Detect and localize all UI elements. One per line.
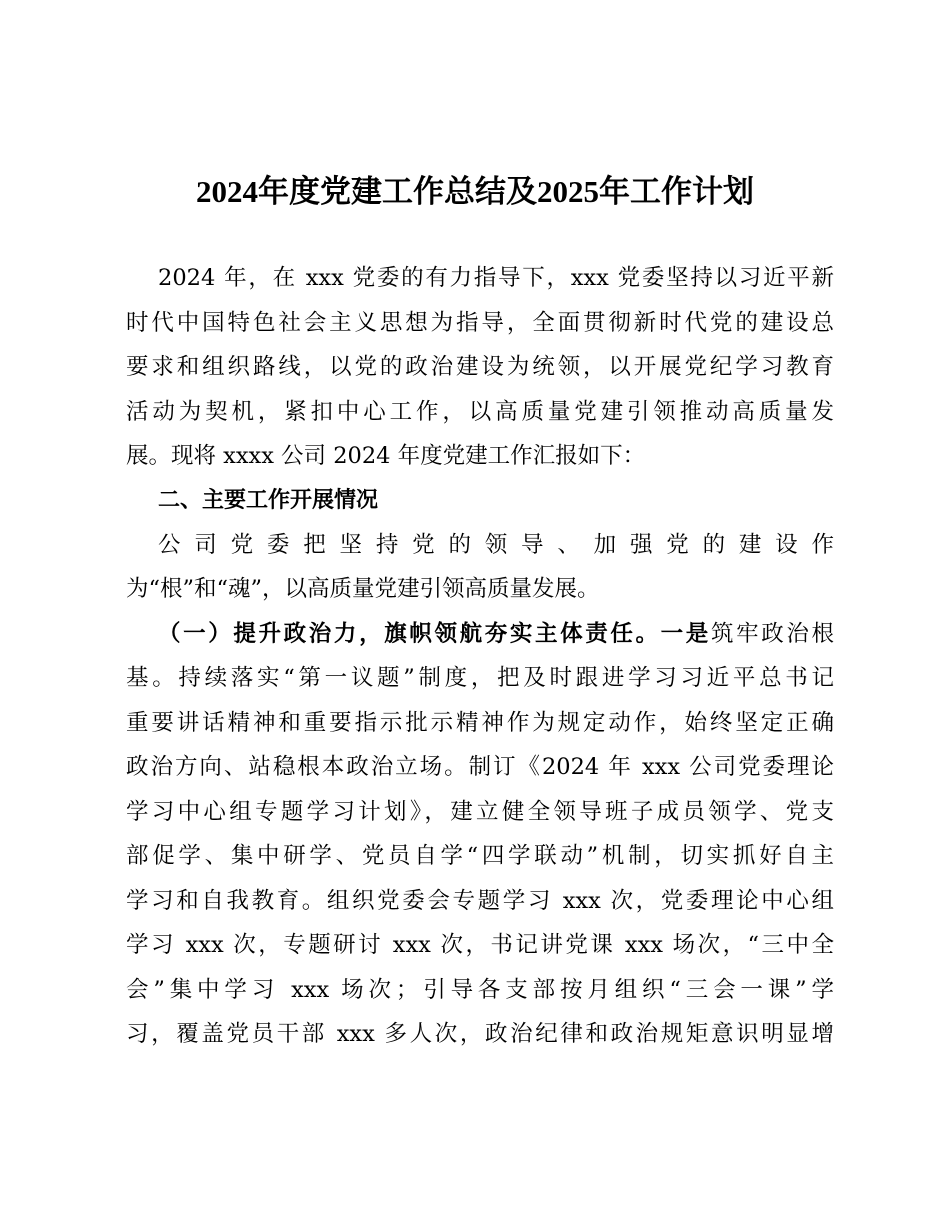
line-text: 习，覆盖党员干部 xxx 多人次，政治纪律和政治规矩意识明显增 bbox=[126, 1021, 834, 1047]
paragraph-line bbox=[158, 530, 834, 560]
line-text: 重要讲话精神和重要指示批示精神作为规定动作，始终坚定正确 bbox=[126, 710, 834, 736]
paragraph-line bbox=[126, 574, 834, 604]
paragraph-line bbox=[126, 975, 834, 1005]
line-text: 为“根”和“魂”，以高质量党建引领高质量发展。 bbox=[126, 576, 600, 602]
line-text: 活动为契机，紧扣中心工作，以高质量党建引领推动高质量发 bbox=[126, 399, 834, 425]
line-text: 部促学、集中研学、党员自学“四学联动”机制，切实抓好自主 bbox=[126, 843, 834, 869]
line-text: 二、主要工作开展情况 bbox=[158, 488, 379, 513]
line-text: 筑牢政治根 bbox=[710, 621, 834, 647]
line-text: 展。现将 xxxx 公司 2024 年度党建工作汇报如下： bbox=[126, 443, 646, 469]
paragraph-line bbox=[126, 797, 834, 827]
paragraph-line bbox=[158, 619, 834, 649]
line-text: 时代中国特色社会主义思想为指导，全面贯彻新时代党的建设总 bbox=[126, 310, 834, 336]
paragraph-line bbox=[126, 441, 834, 471]
paragraph-line bbox=[126, 708, 834, 738]
paragraph-line bbox=[126, 308, 834, 338]
paragraph-line bbox=[126, 663, 834, 693]
paragraph-line bbox=[126, 752, 834, 782]
paragraph-line bbox=[126, 841, 834, 871]
paragraph-line bbox=[126, 397, 834, 427]
paragraph-line bbox=[158, 263, 834, 293]
line-text: 学习 xxx 次，专题研讨 xxx 次，书记讲党课 xxx 场次，“三中全 bbox=[126, 932, 834, 958]
line-text: 会”集中学习 xxx 场次；引导各支部按月组织“三会一课”学 bbox=[126, 977, 834, 1003]
line-text: 学习中心组专题学习计划》，建立健全领导班子成员领学、党支 bbox=[126, 799, 834, 825]
line-text: 政治方向、站稳根本政治立场。制订《2024 年 xxx 公司党委理论 bbox=[126, 754, 834, 780]
line-text: 公司党委把坚持党的领导、加强党的建设作 bbox=[158, 532, 834, 558]
document-title: 2024年度党建工作总结及2025年工作计划 bbox=[196, 174, 754, 209]
line-text: 学习和自我教育。组织党委会专题学习 xxx 次，党委理论中心组 bbox=[126, 888, 834, 914]
paragraph-line bbox=[126, 930, 834, 960]
line-text: 要求和组织路线，以党的政治建设为统领，以开展党纪学习教育 bbox=[126, 354, 834, 380]
line-text: 2024 年，在 xxx 党委的有力指导下，xxx 党委坚持以习近平新 bbox=[158, 265, 834, 291]
section-heading bbox=[158, 486, 378, 516]
paragraph-line bbox=[126, 1019, 834, 1049]
line-text: 基。持续落实“第一议题”制度，把及时跟进学习习近平总书记 bbox=[126, 665, 834, 691]
paragraph-line bbox=[126, 352, 834, 382]
paragraph-line bbox=[126, 886, 834, 916]
bold-lead-in: （一）提升政治力，旗帜领航夯实主体责任。一是 bbox=[158, 621, 711, 647]
